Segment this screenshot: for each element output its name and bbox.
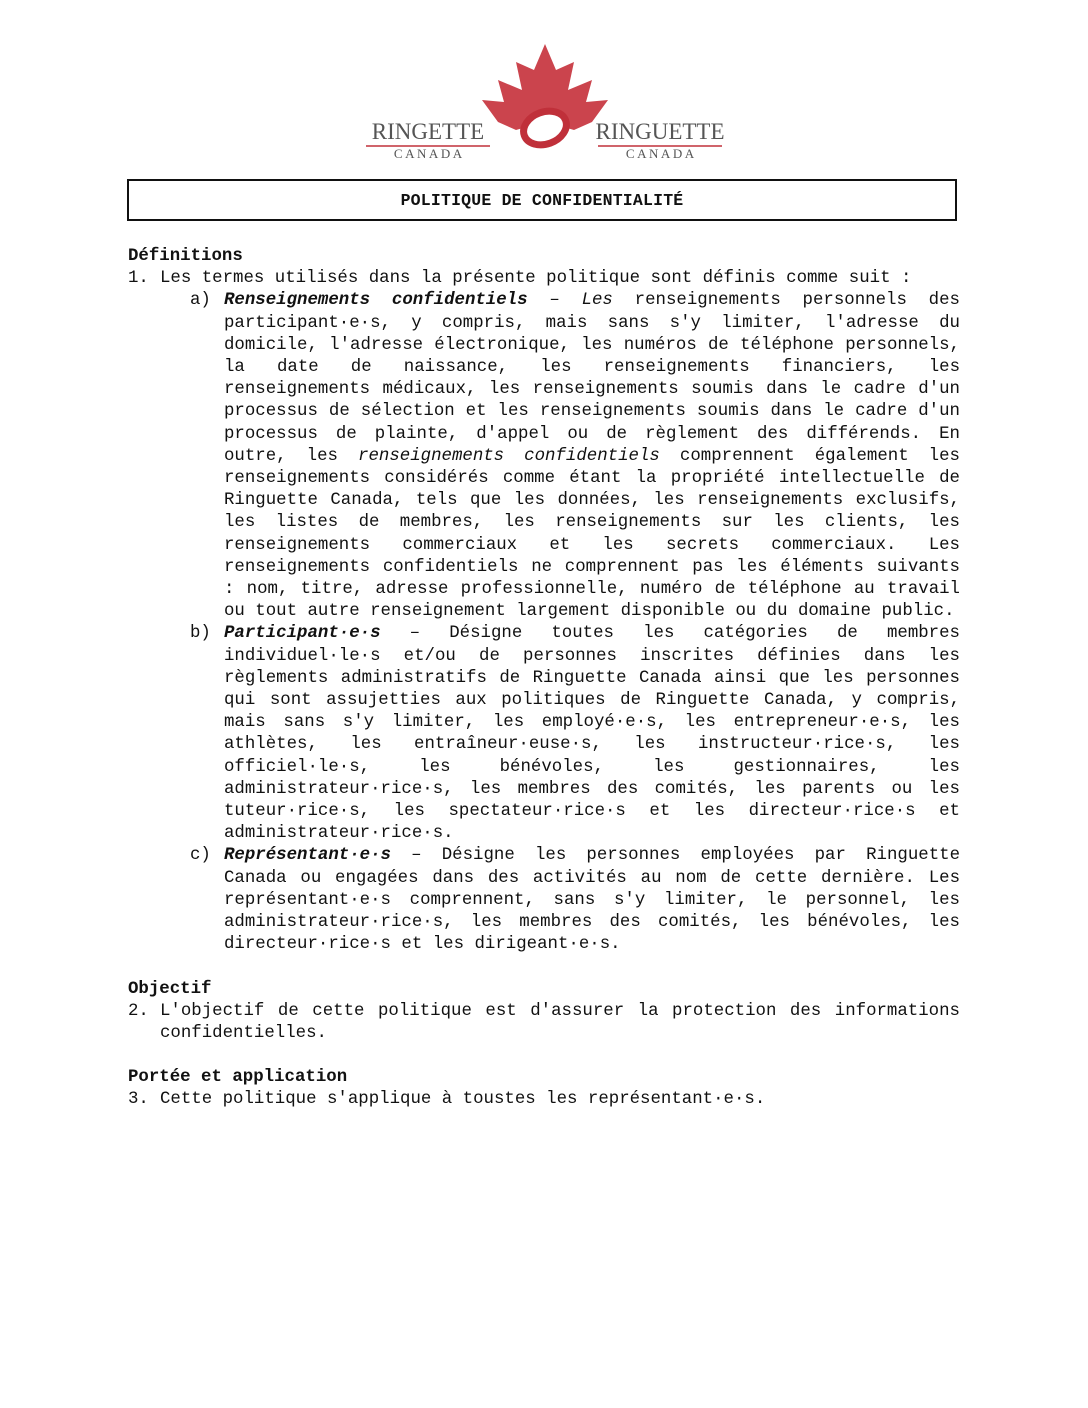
sub-item-label: a) <box>190 291 211 311</box>
sub-item-label: b) <box>190 624 211 644</box>
definition-text <box>224 623 960 845</box>
italic-phrase: renseignements confidentiels <box>358 446 660 466</box>
document-title <box>127 179 957 221</box>
definition-item-b <box>190 623 960 845</box>
term-separator: – <box>380 624 450 644</box>
ringette-canada-logo <box>360 40 730 162</box>
definition-body: Désigne toutes les catégories de membres individuel·le·s et/ou de personnes inscrites définies dans les règlements administratifs de Ringuette Canada ainsi que les personnes qui sont assujetties aux politiques de Ringuette Canada, y compris, mais sans s'y limiter, les employé·e·s, les entrepreneur·e·s, les athlètes, les entraîneur·euse·s, les instructeur·rice·s, les officiel·le·s, les bénévoles, les gestionnaires, les administrateur·rice·s, les membres des comités, les parents ou les tuteur·rice·s, les spectateur·rice·s et les directeur·rice·s et administrateur·rice·s. <box>224 624 960 844</box>
term-separator: – <box>527 291 582 311</box>
sub-item-label: c) <box>190 846 211 866</box>
item-number: 1. <box>128 269 149 289</box>
defined-term: Renseignements confidentiels <box>224 291 528 311</box>
maple-leaf-logo-icon <box>360 40 730 162</box>
document-body <box>128 246 960 1112</box>
numbered-item-3 <box>128 1089 960 1111</box>
item-number: 3. <box>128 1090 149 1110</box>
defined-term: Participant·e·s <box>224 624 381 644</box>
definition-body: Désigne les personnes employées par Ringuette Canada ou engagées dans des activités au nom de cette dernière. Les représentant·e·s comprennent, sans s'y limiter, le personnel, les administrateur·rice·s, les membres des comités, les bénévoles, les directeur·rice·s et les dirigeant·e·s. <box>224 846 961 955</box>
section-heading-scope: Portée et application <box>128 1068 348 1088</box>
section-heading-objective: Objectif <box>128 979 212 999</box>
logo-text-left: RINGETTE <box>371 119 485 144</box>
italic-word: Les <box>581 291 613 311</box>
numbered-item-2 <box>128 1001 960 1045</box>
logo-subtext-right: C A N A D A <box>625 146 695 161</box>
item-text: Les termes utilisés dans la présente politique sont définis comme suit : <box>160 269 912 289</box>
defined-term: Représentant·e·s <box>224 846 391 866</box>
item-text: Cette politique s'applique à toustes les représentant·e·s. <box>160 1090 766 1110</box>
definitions-sublist <box>128 290 960 956</box>
definition-body: comprennent également les renseignements considérés comme étant la propriété intellectuelle de Ringuette Canada, tels que les données, les renseignements exclusifs, les listes de membres, les renseignements sur les clients, les renseignements commerciaux et les secrets commerciaux. Les renseignements confidentiels ne comprennent pas les éléments suivants : nom, titre, adresse professionnelle, numéro de téléphone au travail ou tout autre renseignement largement disponible ou du domaine public. <box>224 446 960 622</box>
definition-text <box>224 845 960 956</box>
item-text: L'objectif de cette politique est d'assurer la protection des informations confidentielles. <box>160 1001 960 1043</box>
definition-item-c <box>190 845 960 956</box>
definition-item-a <box>190 290 960 623</box>
numbered-item-1 <box>128 268 960 290</box>
document-title-text: POLITIQUE DE CONFIDENTIALITÉ <box>400 190 684 210</box>
section-heading-definitions: Définitions <box>128 247 243 266</box>
definition-body: renseignements personnels des participant·e·s, y compris, mais sans s'y limiter, l'adresse du domicile, l'adresse électronique, les numéros de téléphone personnels, la date de naissance, les renseignements financiers, les renseignements médicaux, les renseignements soumis dans le cadre d'un processus de sélection et les renseignements soumis dans le cadre d'un processus de plainte, d'appel ou de règlement des différends. En outre, les <box>224 291 960 466</box>
item-number: 2. <box>128 1001 149 1021</box>
logo-subtext-left: C A N A D A <box>393 146 463 161</box>
term-separator: – <box>390 846 442 866</box>
definition-text <box>224 290 960 623</box>
logo-text-right: RINGUETTE <box>595 119 725 144</box>
